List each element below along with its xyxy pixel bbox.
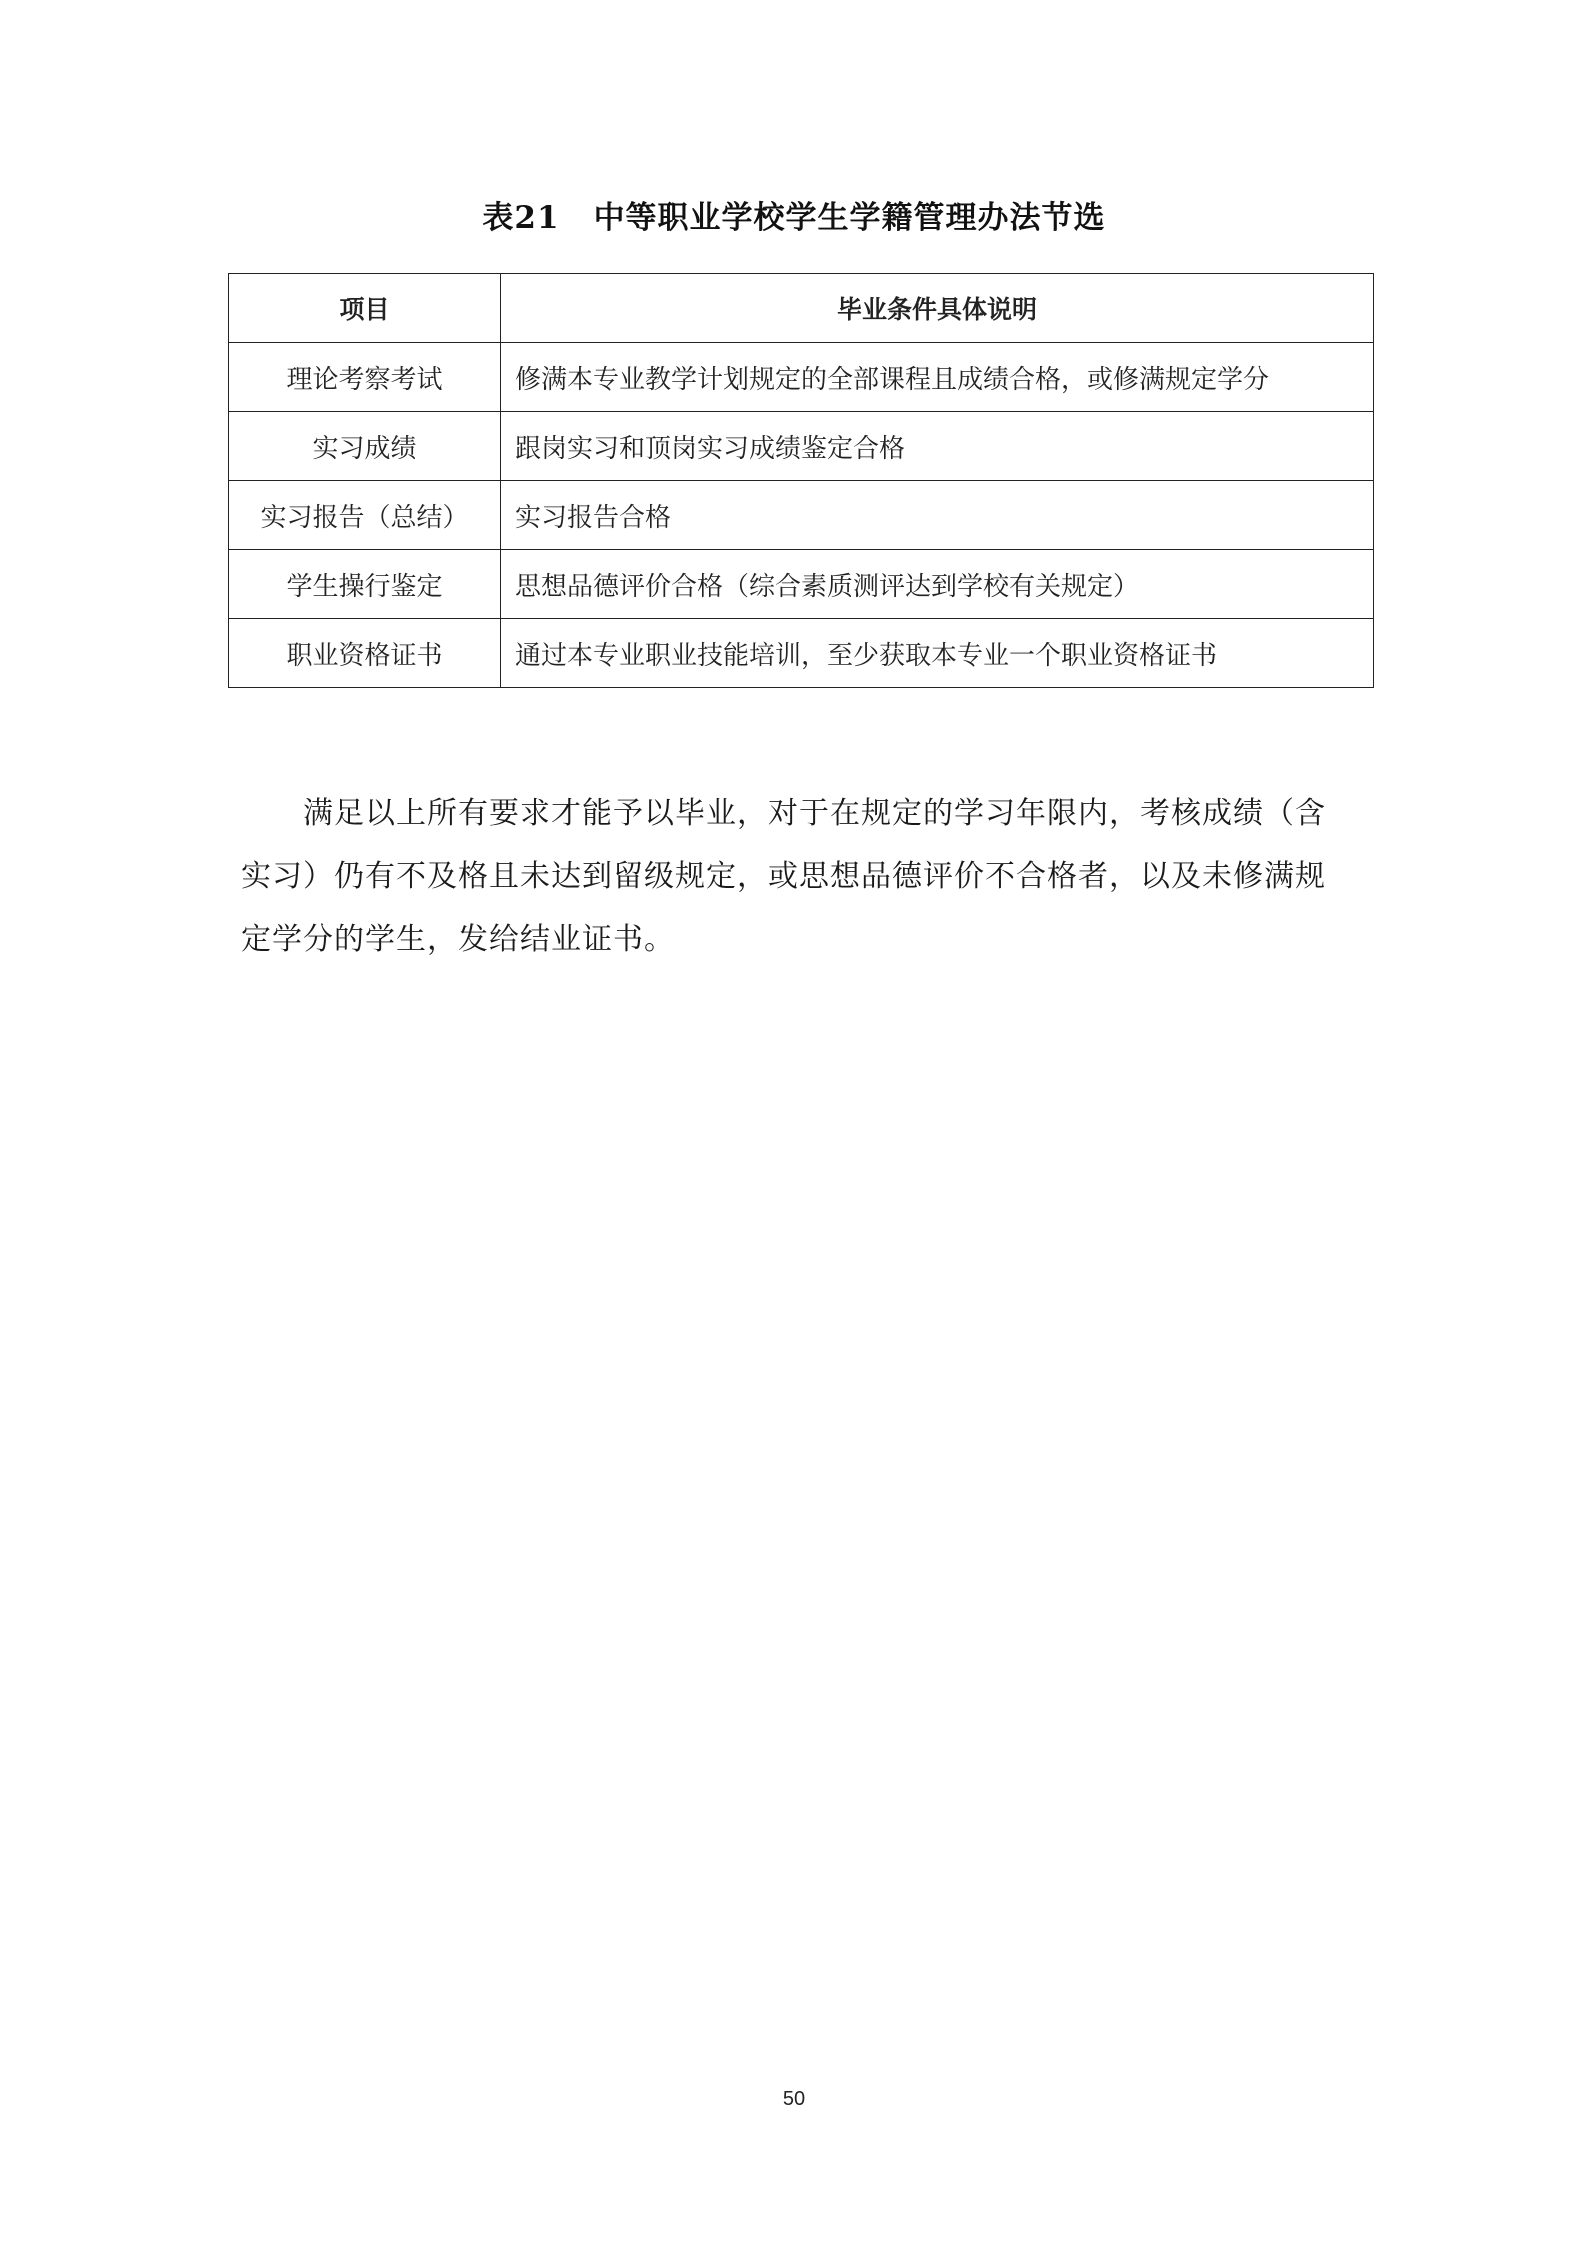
row-item: 职业资格证书 — [229, 619, 501, 688]
row-description: 修满本专业教学计划规定的全部课程且成绩合格，或修满规定学分 — [501, 343, 1374, 412]
body-paragraph: 满足以上所有要求才能予以毕业，对于在规定的学习年限内，考核成绩（含实习）仍有不及格且未达到留级规定，或思想品德评价不合格者，以及未修满规定学分的学生，发给结业证书。 — [241, 796, 1326, 957]
row-description: 思想品德评价合格（综合素质测评达到学校有关规定） — [501, 550, 1374, 619]
row-description: 通过本专业职业技能培训，至少获取本专业一个职业资格证书 — [501, 619, 1374, 688]
header-item: 项目 — [229, 274, 501, 343]
row-description: 跟岗实习和顶岗实习成绩鉴定合格 — [501, 412, 1374, 481]
row-item: 实习成绩 — [229, 412, 501, 481]
table-row — [229, 550, 1374, 619]
table-number: 表21 — [482, 200, 560, 236]
page-number: 50 — [782, 2088, 806, 2110]
header-description: 毕业条件具体说明 — [501, 274, 1374, 343]
row-item: 实习报告（总结） — [229, 481, 501, 550]
row-item: 理论考察考试 — [229, 343, 501, 412]
table-title — [0, 192, 1588, 237]
row-item: 学生操行鉴定 — [229, 550, 501, 619]
table-row — [229, 619, 1374, 688]
table-row — [229, 481, 1374, 550]
table-title-text: 中等职业学校学生学籍管理办法节选 — [593, 200, 1106, 236]
graduation-criteria-table — [228, 273, 1374, 688]
row-description: 实习报告合格 — [501, 481, 1374, 550]
table-row — [229, 412, 1374, 481]
table-row — [229, 343, 1374, 412]
table-header-row — [229, 274, 1374, 343]
